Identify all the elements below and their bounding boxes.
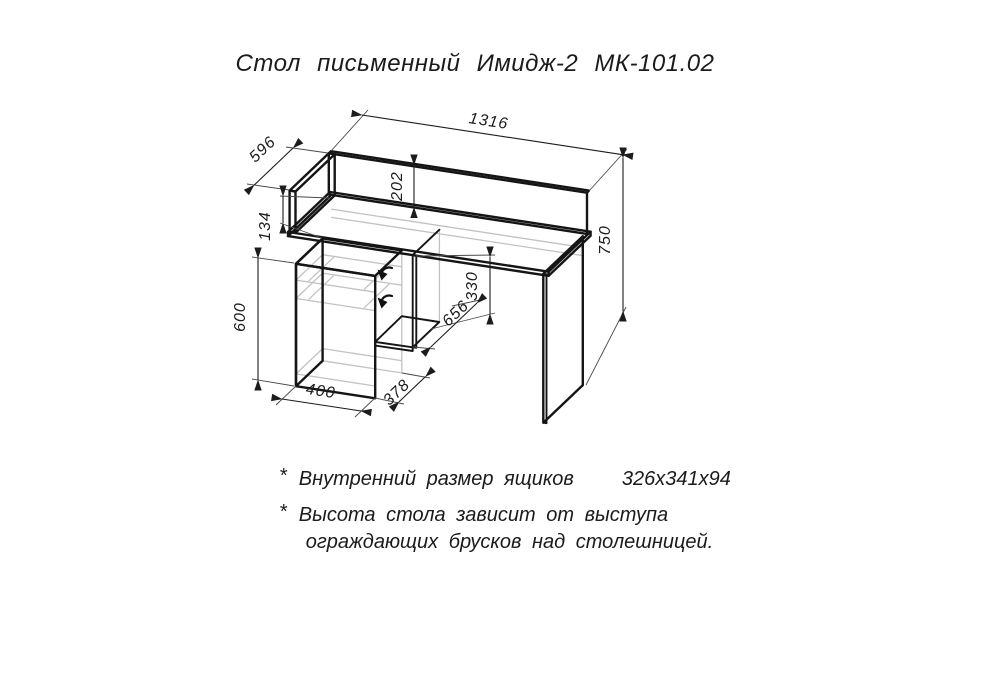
right-side-panel — [543, 236, 583, 423]
dim-label-pedestal-width: 400 — [304, 380, 337, 403]
dim-label-niche-height: 330 — [464, 271, 481, 301]
footnote-asterisk: * — [279, 501, 287, 523]
dim-label-pedestal-depth: 378 — [380, 376, 414, 410]
footnote-drawer-size-value: 326х341х94 — [621, 468, 731, 490]
footnote-drawer-size — [279, 466, 759, 493]
dim-label-pedestal-height: 600 — [232, 302, 249, 332]
dim-label-niche-depth: 656 — [439, 297, 473, 331]
dimension-lines — [254, 115, 623, 411]
pedestal-front — [296, 264, 375, 399]
pedestal-left — [296, 238, 323, 386]
footnotes — [279, 466, 759, 556]
footnote-desk-height — [279, 502, 759, 556]
dim-line-400 — [282, 399, 361, 411]
extension-lines — [247, 110, 627, 417]
page-title: Стол письменный Имидж-2 МК-101.02 — [235, 50, 715, 77]
footnote-drawer-size-text: Внутренний размер ящиков — [298, 468, 574, 490]
pedestal-top — [296, 238, 402, 276]
niche-divider-top-edge — [413, 230, 440, 255]
dim-label-desk-depth: 596 — [246, 133, 280, 167]
dim-label-rail-height: 202 — [389, 171, 406, 201]
footnote-desk-height-line1: Высота стола зависит от выступа — [298, 504, 669, 526]
footnote-desk-height-line2: ограждающих брусков над столешницей. — [305, 531, 714, 553]
hidden-lines — [296, 209, 581, 386]
back-rail-front — [329, 153, 587, 234]
footnote-desk-height-text — [299, 502, 713, 556]
niche-shelf-top — [375, 316, 439, 347]
footnote-asterisk: * — [279, 465, 287, 487]
dim-label-desk-length: 1316 — [467, 110, 510, 133]
dim-label-desk-height: 750 — [597, 225, 614, 255]
dim-label-gap: 134 — [257, 211, 274, 241]
niche-divider — [413, 255, 417, 348]
